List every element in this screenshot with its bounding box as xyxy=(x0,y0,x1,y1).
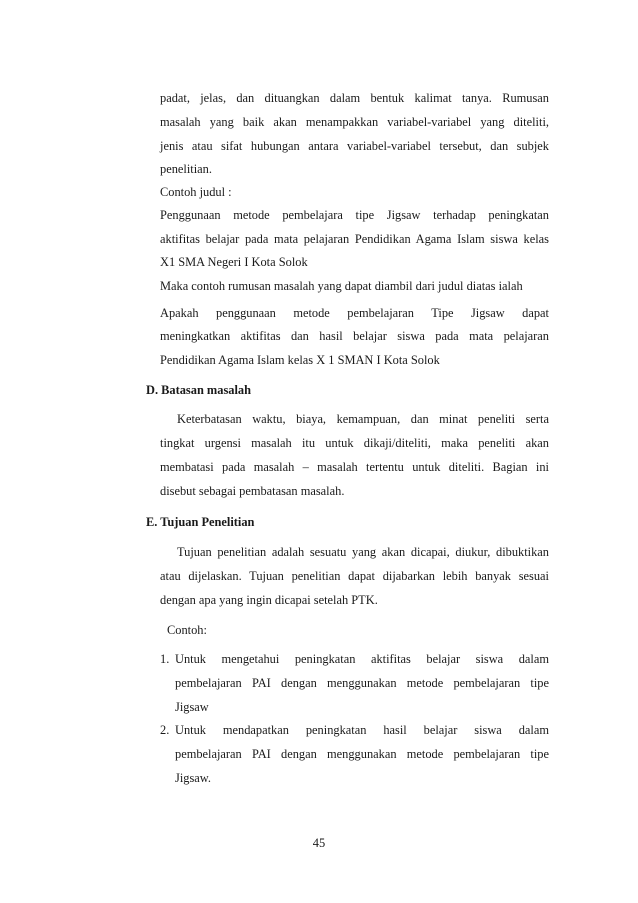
list-item-2-line-2: pembelajaran PAI dengan menggunakan metode pembelajaran tipe xyxy=(175,747,549,761)
rumusan-line-2: meningkatkan aktifitas dan hasil belajar siswa pada mata pelajaran xyxy=(160,329,549,343)
contoh-judul-label: Contoh judul : xyxy=(160,185,232,199)
contoh-label: Contoh: xyxy=(167,623,207,637)
judul-line-1: Penggunaan metode pembelajara tipe Jigsaw terhadap peningkatan xyxy=(160,208,549,222)
section-e-line-2: atau dijelaskan. Tujuan penelitian dapat dijabarkan lebih banyak sesuai xyxy=(160,569,549,583)
section-d-line-2: tingkat urgensi masalah itu untuk dikaji/diteliti, maka peneliti akan xyxy=(160,436,549,450)
list-item-1-number: 1. xyxy=(160,652,170,666)
section-d-title: D. Batasan masalah xyxy=(146,383,251,397)
section-e-title: E. Tujuan Penelitian xyxy=(146,515,255,529)
intro-line-4: penelitian. xyxy=(160,162,212,176)
section-d-line-1: Keterbatasan waktu, biaya, kemampuan, dan minat peneliti serta xyxy=(177,412,549,426)
rumusan-line-3: Pendidikan Agama Islam kelas X 1 SMAN I Kota Solok xyxy=(160,353,440,367)
list-item-1-line-3: Jigsaw xyxy=(175,700,209,714)
section-d-line-4: disebut sebagai pembatasan masalah. xyxy=(160,484,345,498)
intro-line-1: padat, jelas, dan dituangkan dalam bentuk kalimat tanya. Rumusan xyxy=(160,91,549,105)
section-d-line-3: membatasi pada masalah – masalah tertentu untuk diteliti. Bagian ini xyxy=(160,460,549,474)
intro-line-2: masalah yang baik akan menampakkan variabel-variabel yang diteliti, xyxy=(160,115,549,129)
section-e-line-3: dengan apa yang ingin dicapai setelah PTK. xyxy=(160,593,378,607)
intro-line-3: jenis atau sifat hubungan antara variabel-variabel tersebut, dan subjek xyxy=(160,139,549,153)
section-e-line-1: Tujuan penelitian adalah sesuatu yang akan dicapai, diukur, dibuktikan xyxy=(177,545,549,559)
rumusan-line-1: Apakah penggunaan metode pembelajaran Tipe Jigsaw dapat xyxy=(160,306,549,320)
page-number: 45 xyxy=(312,836,326,850)
maka-line: Maka contoh rumusan masalah yang dapat diambil dari judul diatas ialah xyxy=(160,279,523,293)
list-item-2-line-3: Jigsaw. xyxy=(175,771,212,785)
list-item-2-number: 2. xyxy=(160,723,170,737)
list-item-1-line-1: Untuk mengetahui peningkatan aktifitas belajar siswa dalam xyxy=(175,652,549,666)
list-item-2-line-1: Untuk mendapatkan peningkatan hasil belajar siswa dalam xyxy=(175,723,549,737)
judul-line-2: aktifitas belajar pada mata pelajaran Pendidikan Agama Islam siswa kelas xyxy=(160,232,549,246)
list-item-1-line-2: pembelajaran PAI dengan menggunakan metode pembelajaran tipe xyxy=(175,676,549,690)
judul-line-3: X1 SMA Negeri I Kota Solok xyxy=(160,255,308,269)
